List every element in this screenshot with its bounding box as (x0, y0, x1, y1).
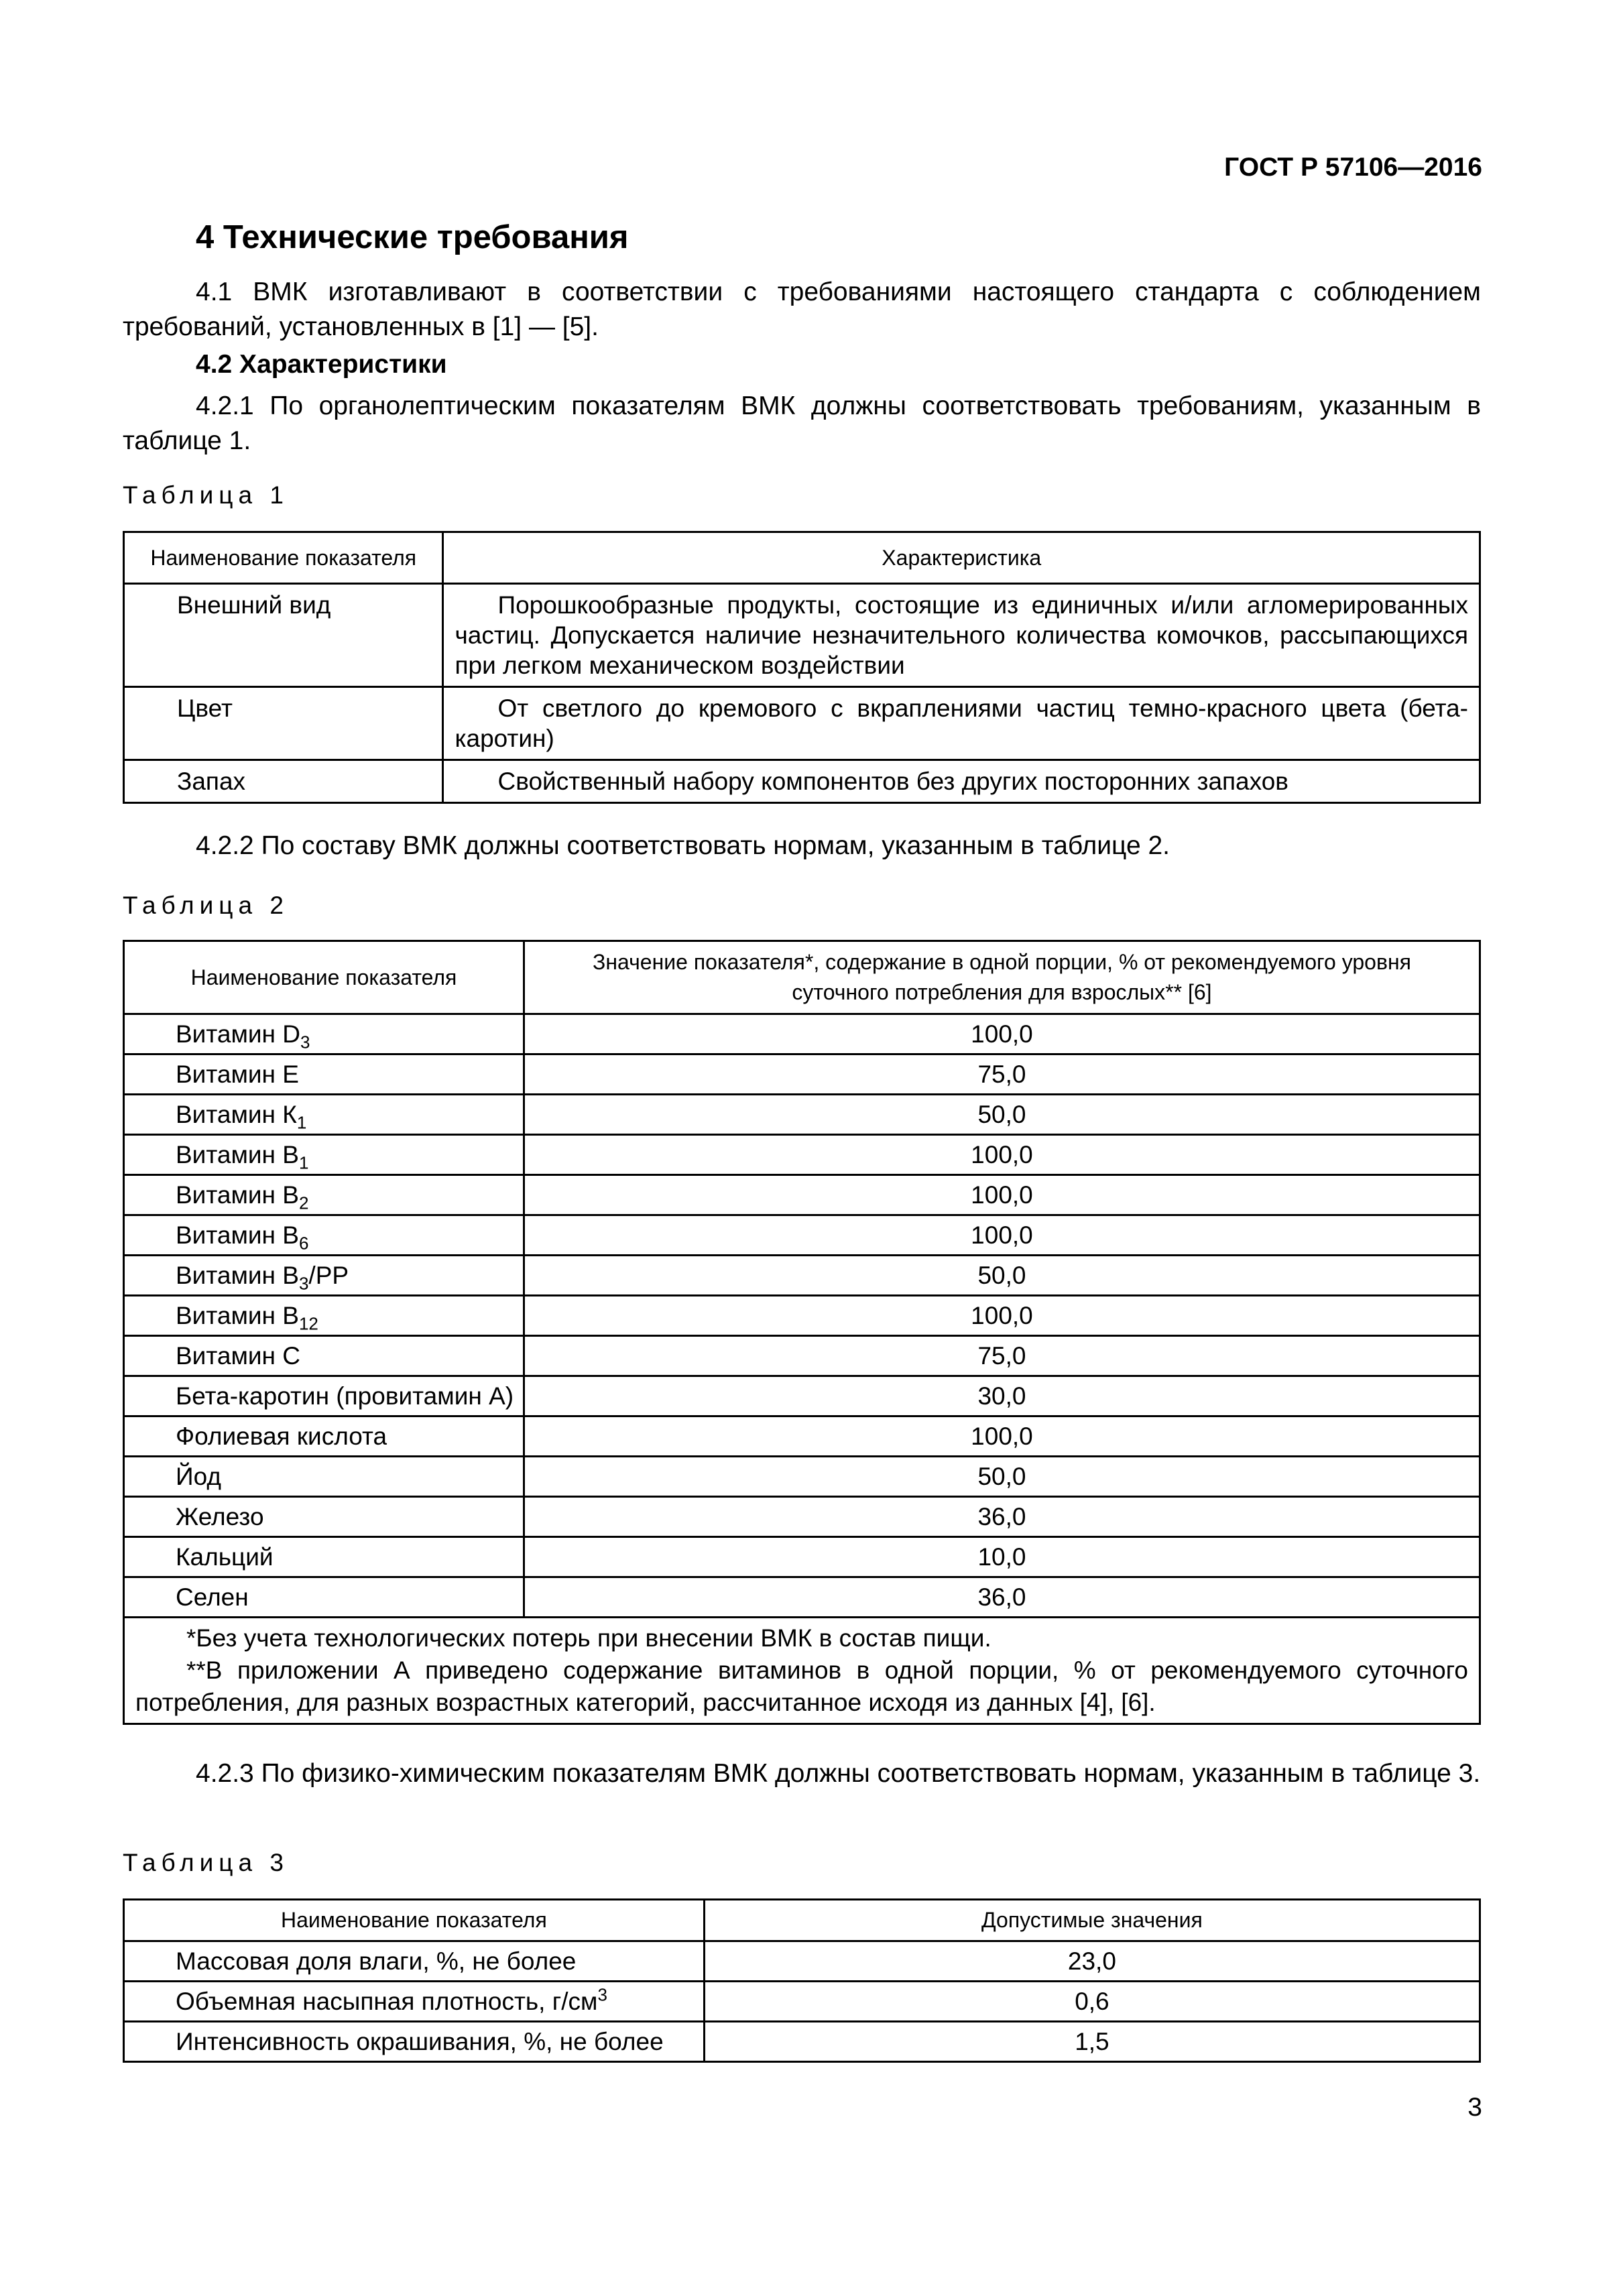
table-row (124, 1175, 1480, 1215)
table-row (124, 1256, 1480, 1296)
table2-row-name: Железо (124, 1497, 524, 1537)
document-code: ГОСТ Р 57106—2016 (1224, 153, 1482, 182)
table1-row-name: Цвет (124, 687, 443, 760)
table2-notes-row (124, 1618, 1480, 1724)
table2-row-name: Витамин $В_2$ (124, 1175, 524, 1215)
table2-header-value: Значение показателя*, содержание в одной порции, % от рекомендуемого уровня суточного потребления для взрослых** [6] (524, 941, 1480, 1014)
table-row (124, 1095, 1480, 1135)
table2-row-name: Фолиевая кислота (124, 1416, 524, 1457)
table1-row-name: Запах (124, 760, 443, 803)
table-row (124, 1376, 1480, 1416)
paragraph-4-2-1: 4.2.1 По органолептическим показателям ВМК должны соответствовать требованиям, указанным в таблице 1. (123, 391, 1481, 455)
table2-row-name: Бета-каротин (провитамин А) (124, 1376, 524, 1416)
table2-row-value: 75,0 (524, 1054, 1480, 1095)
table1-row-value: Порошкообразные продукты, состоящие из единичных и/или агломерированных частиц. Допускается наличие незначительного количества комочков, рассыпающихся при легком механическом воздействии (443, 584, 1480, 687)
table2-row-value: 50,0 (524, 1457, 1480, 1497)
section-title: 4 Технические требования (196, 219, 629, 255)
table-row (124, 687, 1480, 760)
table1-header-characteristic: Характеристика (443, 532, 1480, 584)
table3-row-value: 0,6 (704, 1982, 1480, 2022)
table2-row-name: Витамин $В_3/РР$ (124, 1256, 524, 1296)
table3-header-value: Допустимые значения (704, 1900, 1480, 1941)
table2-note-1: *Без учета технологических потерь при внесении ВМК в состав пищи. (186, 1624, 991, 1652)
table1-row-value: От светлого до кремового с вкраплениями частиц темно-красного цвета (бета-каротин) (443, 687, 1480, 760)
table-row (124, 2022, 1480, 2062)
table2-row-value: 36,0 (524, 1577, 1480, 1618)
table2-row-value: 36,0 (524, 1497, 1480, 1537)
table3-row-value: 1,5 (704, 2022, 1480, 2062)
table-row (124, 1054, 1480, 1095)
table1-header-row (124, 532, 1480, 584)
table-row (124, 760, 1480, 803)
table-row (124, 1537, 1480, 1577)
table-1 (123, 531, 1481, 804)
table2-row-name: Витамин $D_3$ (124, 1014, 524, 1054)
table3-header-name: Наименование показателя (124, 1900, 705, 1941)
table-row (124, 1497, 1480, 1537)
paragraph-4-1: 4.1 ВМК изготавливают в соответствии с требованиями настоящего стандарта с соблюдением требований, установленных в [1] — [5]. (123, 278, 1481, 341)
table-row (124, 1135, 1480, 1175)
table-row (124, 584, 1480, 687)
table2-notes (124, 1618, 1480, 1724)
table3-row-name: Объемная насыпная плотность, $г/см^3$ (124, 1982, 705, 2022)
table-row (124, 1296, 1480, 1336)
table3-row-name: Массовая доля влаги, %, не более (124, 1941, 705, 1982)
table2-row-value: 75,0 (524, 1336, 1480, 1376)
table-row (124, 1014, 1480, 1054)
table2-row-value: 100,0 (524, 1416, 1480, 1457)
table1-header-name: Наименование показателя (124, 532, 443, 584)
table1-row-value: Свойственный набору компонентов без других посторонних запахов (443, 760, 1480, 803)
table-row (124, 1941, 1480, 1982)
table2-row-name: Витамин С (124, 1336, 524, 1376)
table2-row-value: 100,0 (524, 1135, 1480, 1175)
table2-row-value: 100,0 (524, 1215, 1480, 1256)
table2-row-name: Витамин $В_1$ (124, 1135, 524, 1175)
table3-row-name: Интенсивность окрашивания, %, не более (124, 2022, 705, 2062)
table2-row-value: 100,0 (524, 1296, 1480, 1336)
table2-row-name: Витамин $В_{12}$ (124, 1296, 524, 1336)
table2-row-name: Витамин $В_6$ (124, 1215, 524, 1256)
table1-row-name: Внешний вид (124, 584, 443, 687)
table-2 (123, 940, 1481, 1725)
table2-row-value: 100,0 (524, 1175, 1480, 1215)
paragraph-4-2-2: 4.2.2 По составу ВМК должны соответствовать нормам, указанным в таблице 2. (196, 831, 1170, 860)
table2-note-2: **В приложении А приведено содержание витаминов в одной порции, % от рекомендуемого суточного потребления, для разных возрастных категорий, рассчитанное исходя из данных [4], [6]. (135, 1656, 1468, 1716)
table2-row-name: Витамин $К_1$ (124, 1095, 524, 1135)
table2-row-name: Йод (124, 1457, 524, 1497)
table2-row-value: 30,0 (524, 1376, 1480, 1416)
table3-caption: Таблица 3 (123, 1849, 289, 1876)
table2-row-value: 10,0 (524, 1537, 1480, 1577)
table2-row-value: 50,0 (524, 1095, 1480, 1135)
table2-header-name: Наименование показателя (124, 941, 524, 1014)
table-row (124, 1336, 1480, 1376)
table2-row-name: Кальций (124, 1537, 524, 1577)
table-row (124, 1982, 1480, 2022)
paragraph-4-2-3: 4.2.3 По физико-химическим показателям ВМК должны соответствовать нормам, указанным в таблице 3. (196, 1759, 1481, 1788)
table-row (124, 1457, 1480, 1497)
table2-header-row (124, 941, 1480, 1014)
table-row (124, 1416, 1480, 1457)
table1-caption: Таблица 1 (123, 481, 289, 509)
table-row (124, 1215, 1480, 1256)
table2-row-name: Селен (124, 1577, 524, 1618)
table3-row-value: 23,0 (704, 1941, 1480, 1982)
table3-header-row (124, 1900, 1480, 1941)
subsection-title-4-2: 4.2 Характеристики (196, 350, 447, 379)
table2-caption: Таблица 2 (123, 892, 289, 919)
table-row (124, 1577, 1480, 1618)
table2-row-name: Витамин Е (124, 1054, 524, 1095)
table-3 (123, 1898, 1481, 2063)
table2-row-value: 50,0 (524, 1256, 1480, 1296)
table2-row-value: 100,0 (524, 1014, 1480, 1054)
page-number: 3 (1467, 2093, 1482, 2122)
